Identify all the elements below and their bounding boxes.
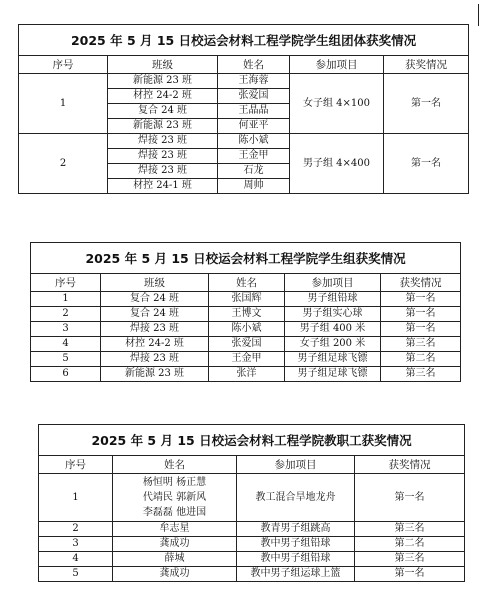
row-event: 教中男子组铅球 [237, 552, 355, 567]
row-award: 第三名 [381, 367, 461, 382]
names-line: 代靖民 郭新风 [142, 492, 207, 503]
row-award: 第三名 [355, 552, 465, 567]
row-award: 第一名 [381, 307, 461, 322]
student-awards-table [30, 242, 461, 382]
member-class: 复合 24 班 [108, 104, 218, 119]
member-name: 王海蓉 [218, 74, 290, 89]
row-award: 第一名 [381, 292, 461, 307]
group-award: 第一名 [384, 134, 469, 194]
row-name: 王博文 [209, 307, 285, 322]
row-award: 第一名 [355, 567, 465, 582]
row-class: 材控 24-2 班 [101, 337, 209, 352]
row-class: 新能源 23 班 [101, 367, 209, 382]
header-award: 获奖情况 [355, 456, 465, 474]
row-name: 王金甲 [209, 352, 285, 367]
header-event: 参加项目 [285, 274, 381, 292]
row-index: 4 [39, 552, 113, 567]
row-name: 龚成功 [113, 567, 237, 582]
member-name: 周帅 [218, 179, 290, 194]
header-index: 序号 [39, 456, 113, 474]
member-name: 陈小斌 [218, 134, 290, 149]
row-class: 焊接 23 班 [101, 322, 209, 337]
member-name: 张爱国 [218, 89, 290, 104]
group-index: 1 [19, 74, 108, 134]
row-index: 1 [31, 292, 101, 307]
table-row [39, 537, 465, 552]
row-index: 2 [39, 522, 113, 537]
member-class: 新能源 23 班 [108, 119, 218, 134]
row-award: 第一名 [355, 474, 465, 522]
header-name: 姓名 [218, 56, 290, 74]
row-index: 6 [31, 367, 101, 382]
row-award: 第三名 [355, 522, 465, 537]
table-row [31, 307, 461, 322]
table-row [39, 567, 465, 582]
row-index: 3 [39, 537, 113, 552]
row-name: 张爱国 [209, 337, 285, 352]
member-class: 焊接 23 班 [108, 149, 218, 164]
row-index: 2 [31, 307, 101, 322]
page-edge-mark [478, 4, 479, 26]
table-row [31, 352, 461, 367]
member-name: 石龙 [218, 164, 290, 179]
row-event: 教工混合旱地龙舟 [237, 474, 355, 522]
table-row [19, 74, 469, 89]
row-index: 5 [31, 352, 101, 367]
row-event: 教中男子组铅球 [237, 537, 355, 552]
row-class: 复合 24 班 [101, 292, 209, 307]
member-class: 新能源 23 班 [108, 74, 218, 89]
row-name: 牟志星 [113, 522, 237, 537]
row-name: 张洋 [209, 367, 285, 382]
header-event: 参加项目 [290, 56, 384, 74]
row-name: 薛城 [113, 552, 237, 567]
row-event: 教中男子组运球上篮 [237, 567, 355, 582]
member-class: 材控 24-2 班 [108, 89, 218, 104]
row-award: 第二名 [355, 537, 465, 552]
header-name: 姓名 [113, 456, 237, 474]
row-award: 第一名 [381, 322, 461, 337]
row-index: 4 [31, 337, 101, 352]
group-index: 2 [19, 134, 108, 194]
header-award: 获奖情况 [384, 56, 469, 74]
row-index: 3 [31, 322, 101, 337]
group-event: 男子组 4×400 [290, 134, 384, 194]
table-row [31, 292, 461, 307]
header-index: 序号 [31, 274, 101, 292]
row-class: 复合 24 班 [101, 307, 209, 322]
row-event: 男子组 400 米 [285, 322, 381, 337]
names-line: 杨恒明 杨正慧 [142, 477, 207, 488]
header-name: 姓名 [209, 274, 285, 292]
table-row [31, 367, 461, 382]
staff-awards-table [38, 424, 465, 582]
header-event: 参加项目 [237, 456, 355, 474]
member-class: 焊接 23 班 [108, 164, 218, 179]
row-name: 龚成功 [113, 537, 237, 552]
row-index: 1 [39, 474, 113, 522]
table-row [39, 522, 465, 537]
table-row [19, 134, 469, 149]
row-index: 5 [39, 567, 113, 582]
row-name: 张国辉 [209, 292, 285, 307]
team-awards-table [18, 24, 469, 194]
header-class: 班级 [108, 56, 218, 74]
member-name: 王金甲 [218, 149, 290, 164]
table-row [31, 322, 461, 337]
table-row [31, 337, 461, 352]
row-award: 第三名 [381, 337, 461, 352]
staff-awards-title: 2025 年 5 月 15 日校运会材料工程学院教职工获奖情况 [39, 425, 465, 456]
header-index: 序号 [19, 56, 108, 74]
row-event: 教青男子组跳高 [237, 522, 355, 537]
table-row [39, 552, 465, 567]
row-event: 男子组铅球 [285, 292, 381, 307]
row-name: 陈小斌 [209, 322, 285, 337]
row-names [113, 474, 237, 522]
group-award: 第一名 [384, 74, 469, 134]
table-row [39, 474, 465, 522]
header-class: 班级 [101, 274, 209, 292]
row-award: 第二名 [381, 352, 461, 367]
header-award: 获奖情况 [381, 274, 461, 292]
row-event: 女子组 200 米 [285, 337, 381, 352]
group-event: 女子组 4×100 [290, 74, 384, 134]
team-awards-title: 2025 年 5 月 15 日校运会材料工程学院学生组团体获奖情况 [19, 25, 469, 56]
row-event: 男子组足球飞镖 [285, 352, 381, 367]
member-class: 材控 24-1 班 [108, 179, 218, 194]
row-event: 男子组足球飞镖 [285, 367, 381, 382]
member-name: 王晶晶 [218, 104, 290, 119]
member-name: 何亚平 [218, 119, 290, 134]
member-class: 焊接 23 班 [108, 134, 218, 149]
row-class: 焊接 23 班 [101, 352, 209, 367]
student-awards-title: 2025 年 5 月 15 日校运会材料工程学院学生组获奖情况 [31, 243, 461, 274]
row-event: 男子组实心球 [285, 307, 381, 322]
names-line: 李磊磊 他进国 [142, 507, 207, 518]
